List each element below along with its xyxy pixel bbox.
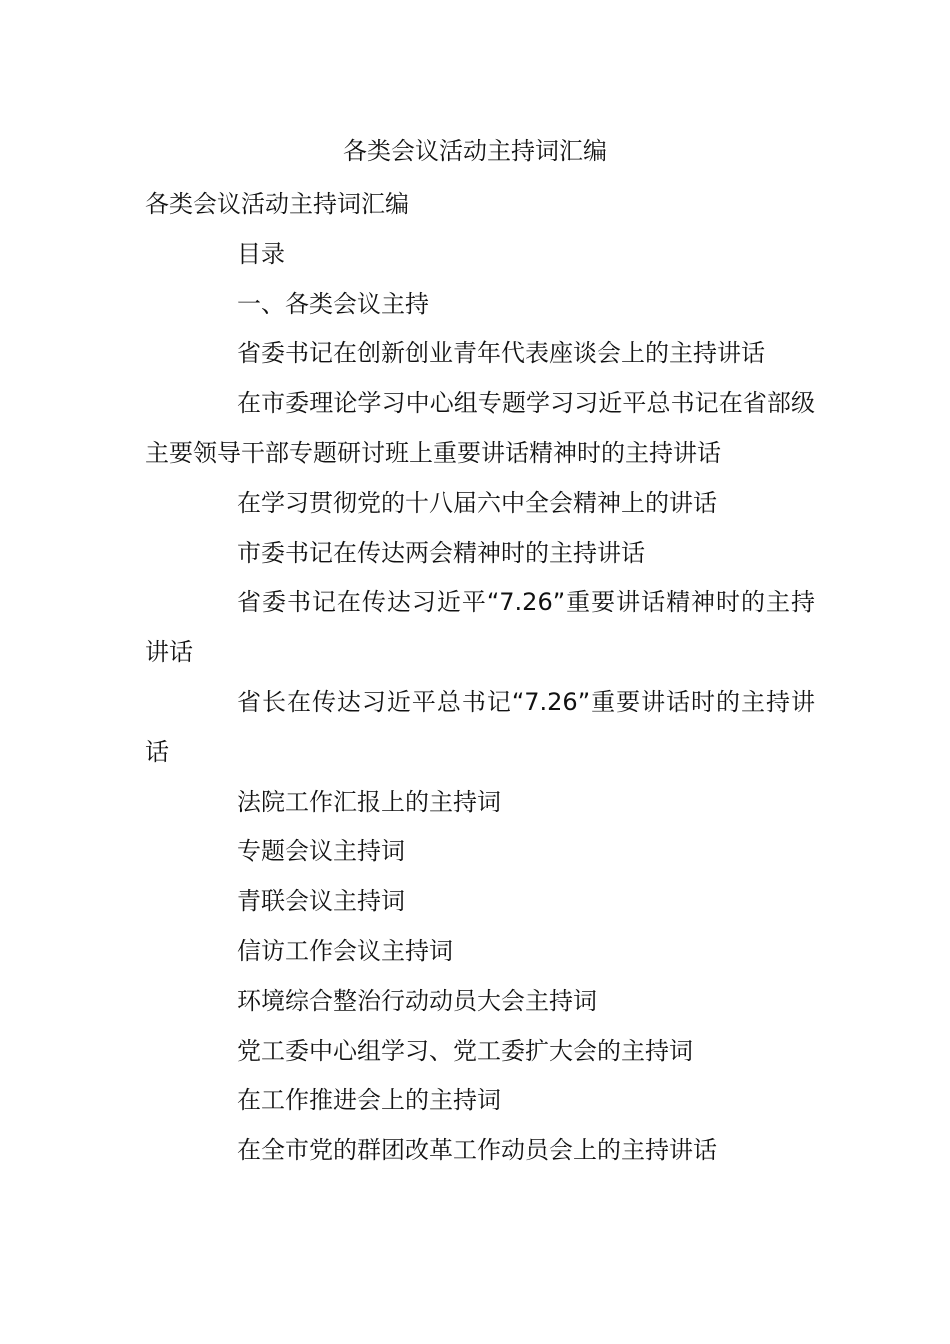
toc-item: 环境综合整治行动动员大会主持词 — [237, 986, 597, 1015]
toc-item: 省委书记在传达习近平“7.26”重要讲话精神时的主持讲话 — [145, 588, 815, 667]
toc-item: 法院工作汇报上的主持词 — [237, 787, 501, 816]
toc-item: 专题会议主持词 — [237, 837, 405, 866]
section-heading: 一、各类会议主持 — [237, 289, 429, 318]
toc-item: 在市委理论学习中心组专题学习习近平总书记在省部级主要领导干部专题研讨班上重要讲话精神时的主持讲话 — [145, 389, 815, 467]
toc-item: 在学习贯彻党的十八届六中全会精神上的讲话 — [237, 488, 717, 517]
toc-label: 目录 — [237, 239, 285, 268]
toc-item: 在工作推进会上的主持词 — [237, 1086, 501, 1115]
document-heading: 各类会议活动主持词汇编 — [145, 190, 409, 218]
toc-item: 青联会议主持词 — [237, 887, 405, 916]
document-title: 各类会议活动主持词汇编 — [343, 137, 607, 165]
toc-item: 省长在传达习近平总书记“7.26”重要讲话时的主持讲话 — [145, 687, 815, 766]
toc-item: 市委书记在传达两会精神时的主持讲话 — [237, 538, 645, 567]
toc-item: 信访工作会议主持词 — [237, 936, 453, 965]
document-body — [145, 180, 815, 1176]
toc-item: 在全市党的群团改革工作动员会上的主持讲话 — [237, 1136, 717, 1165]
toc-item: 省委书记在创新创业青年代表座谈会上的主持讲话 — [237, 339, 765, 368]
toc-item: 党工委中心组学习、党工委扩大会的主持词 — [237, 1036, 693, 1065]
